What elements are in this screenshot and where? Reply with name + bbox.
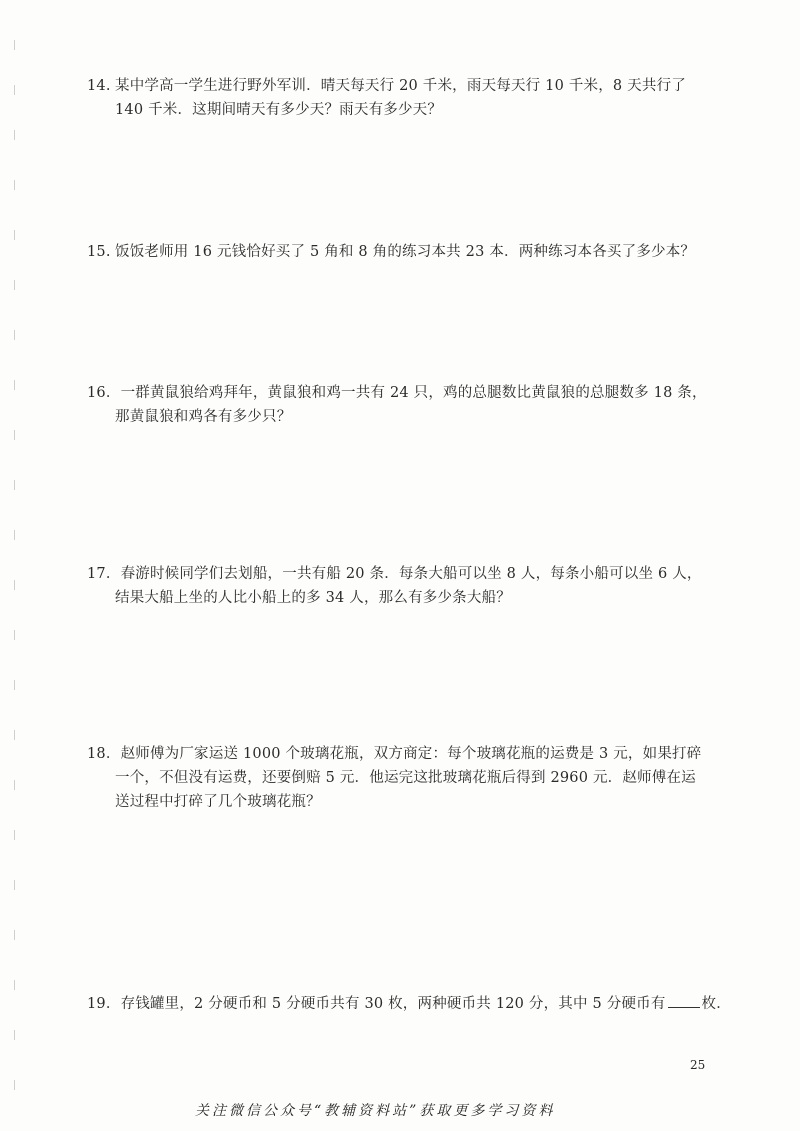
problem-number: 18． (87, 746, 121, 762)
problem-text-line: 饭饭老师用 16 元钱恰好买了 5 角和 8 角的练习本共 23 本．两种练习本各买了多少本？ (115, 244, 696, 260)
problem-18 (87, 742, 701, 814)
problem-text-line: 一个，不但没有运费，还要倒赔 5 元．他运完这批玻璃花瓶后得到 2960 元．赵师傅在运 (115, 770, 696, 786)
problem-16 (87, 381, 707, 429)
problem-text-line: 140 千米．这期间晴天有多少天？雨天有多少天？ (115, 102, 443, 118)
problem-17 (87, 562, 702, 610)
problem-number: 15. (87, 244, 111, 260)
problem-text-line: 那黄鼠狼和鸡各有多少只？ (115, 409, 292, 425)
problem-number: 14. (87, 78, 111, 94)
problem-19 (87, 992, 731, 1016)
problem-text-line: 赵师傅为厂家运送 1000 个玻璃花瓶，双方商定：每个玻璃花瓶的运费是 3 元，如果打碎 (120, 746, 702, 762)
page-number: 25 (690, 1058, 706, 1072)
problem-text-line: 某中学高一学生进行野外军训．晴天每天行 20 千米，雨天每天行 10 千米，8 天共行了 (115, 78, 686, 94)
problem-text-line: 春游时候同学们去划船，一共有船 20 条．每条大船可以坐 8 人，每条小船可以坐 6 人， (120, 566, 702, 582)
problem-14 (87, 74, 686, 122)
answer-blank[interactable] (668, 993, 700, 1008)
problem-15 (87, 240, 695, 264)
problem-number: 19． (87, 996, 121, 1012)
problem-number: 16． (87, 385, 121, 401)
problem-text-before-blank: 存钱罐里，2 分硬币和 5 分硬币共有 30 枚，两种硬币共 120 分，其中 5 分硬币有 (120, 996, 666, 1012)
footer-note: 关注微信公众号“教辅资料站”获取更多学习资料 (195, 1103, 556, 1119)
problem-text-after-blank: 枚． (701, 996, 731, 1012)
problem-text-line: 结果大船上坐的人比小船上的多 34 人，那么有多少条大船？ (115, 590, 511, 606)
problem-text-line: 送过程中打碎了几个玻璃花瓶？ (115, 794, 321, 810)
problem-number: 17． (87, 566, 121, 582)
problem-text-line: 一群黄鼠狼给鸡拜年，黄鼠狼和鸡一共有 24 只，鸡的总腿数比黄鼠狼的总腿数多 18 条， (120, 385, 707, 401)
binding-margin-ticks (14, 40, 18, 1100)
